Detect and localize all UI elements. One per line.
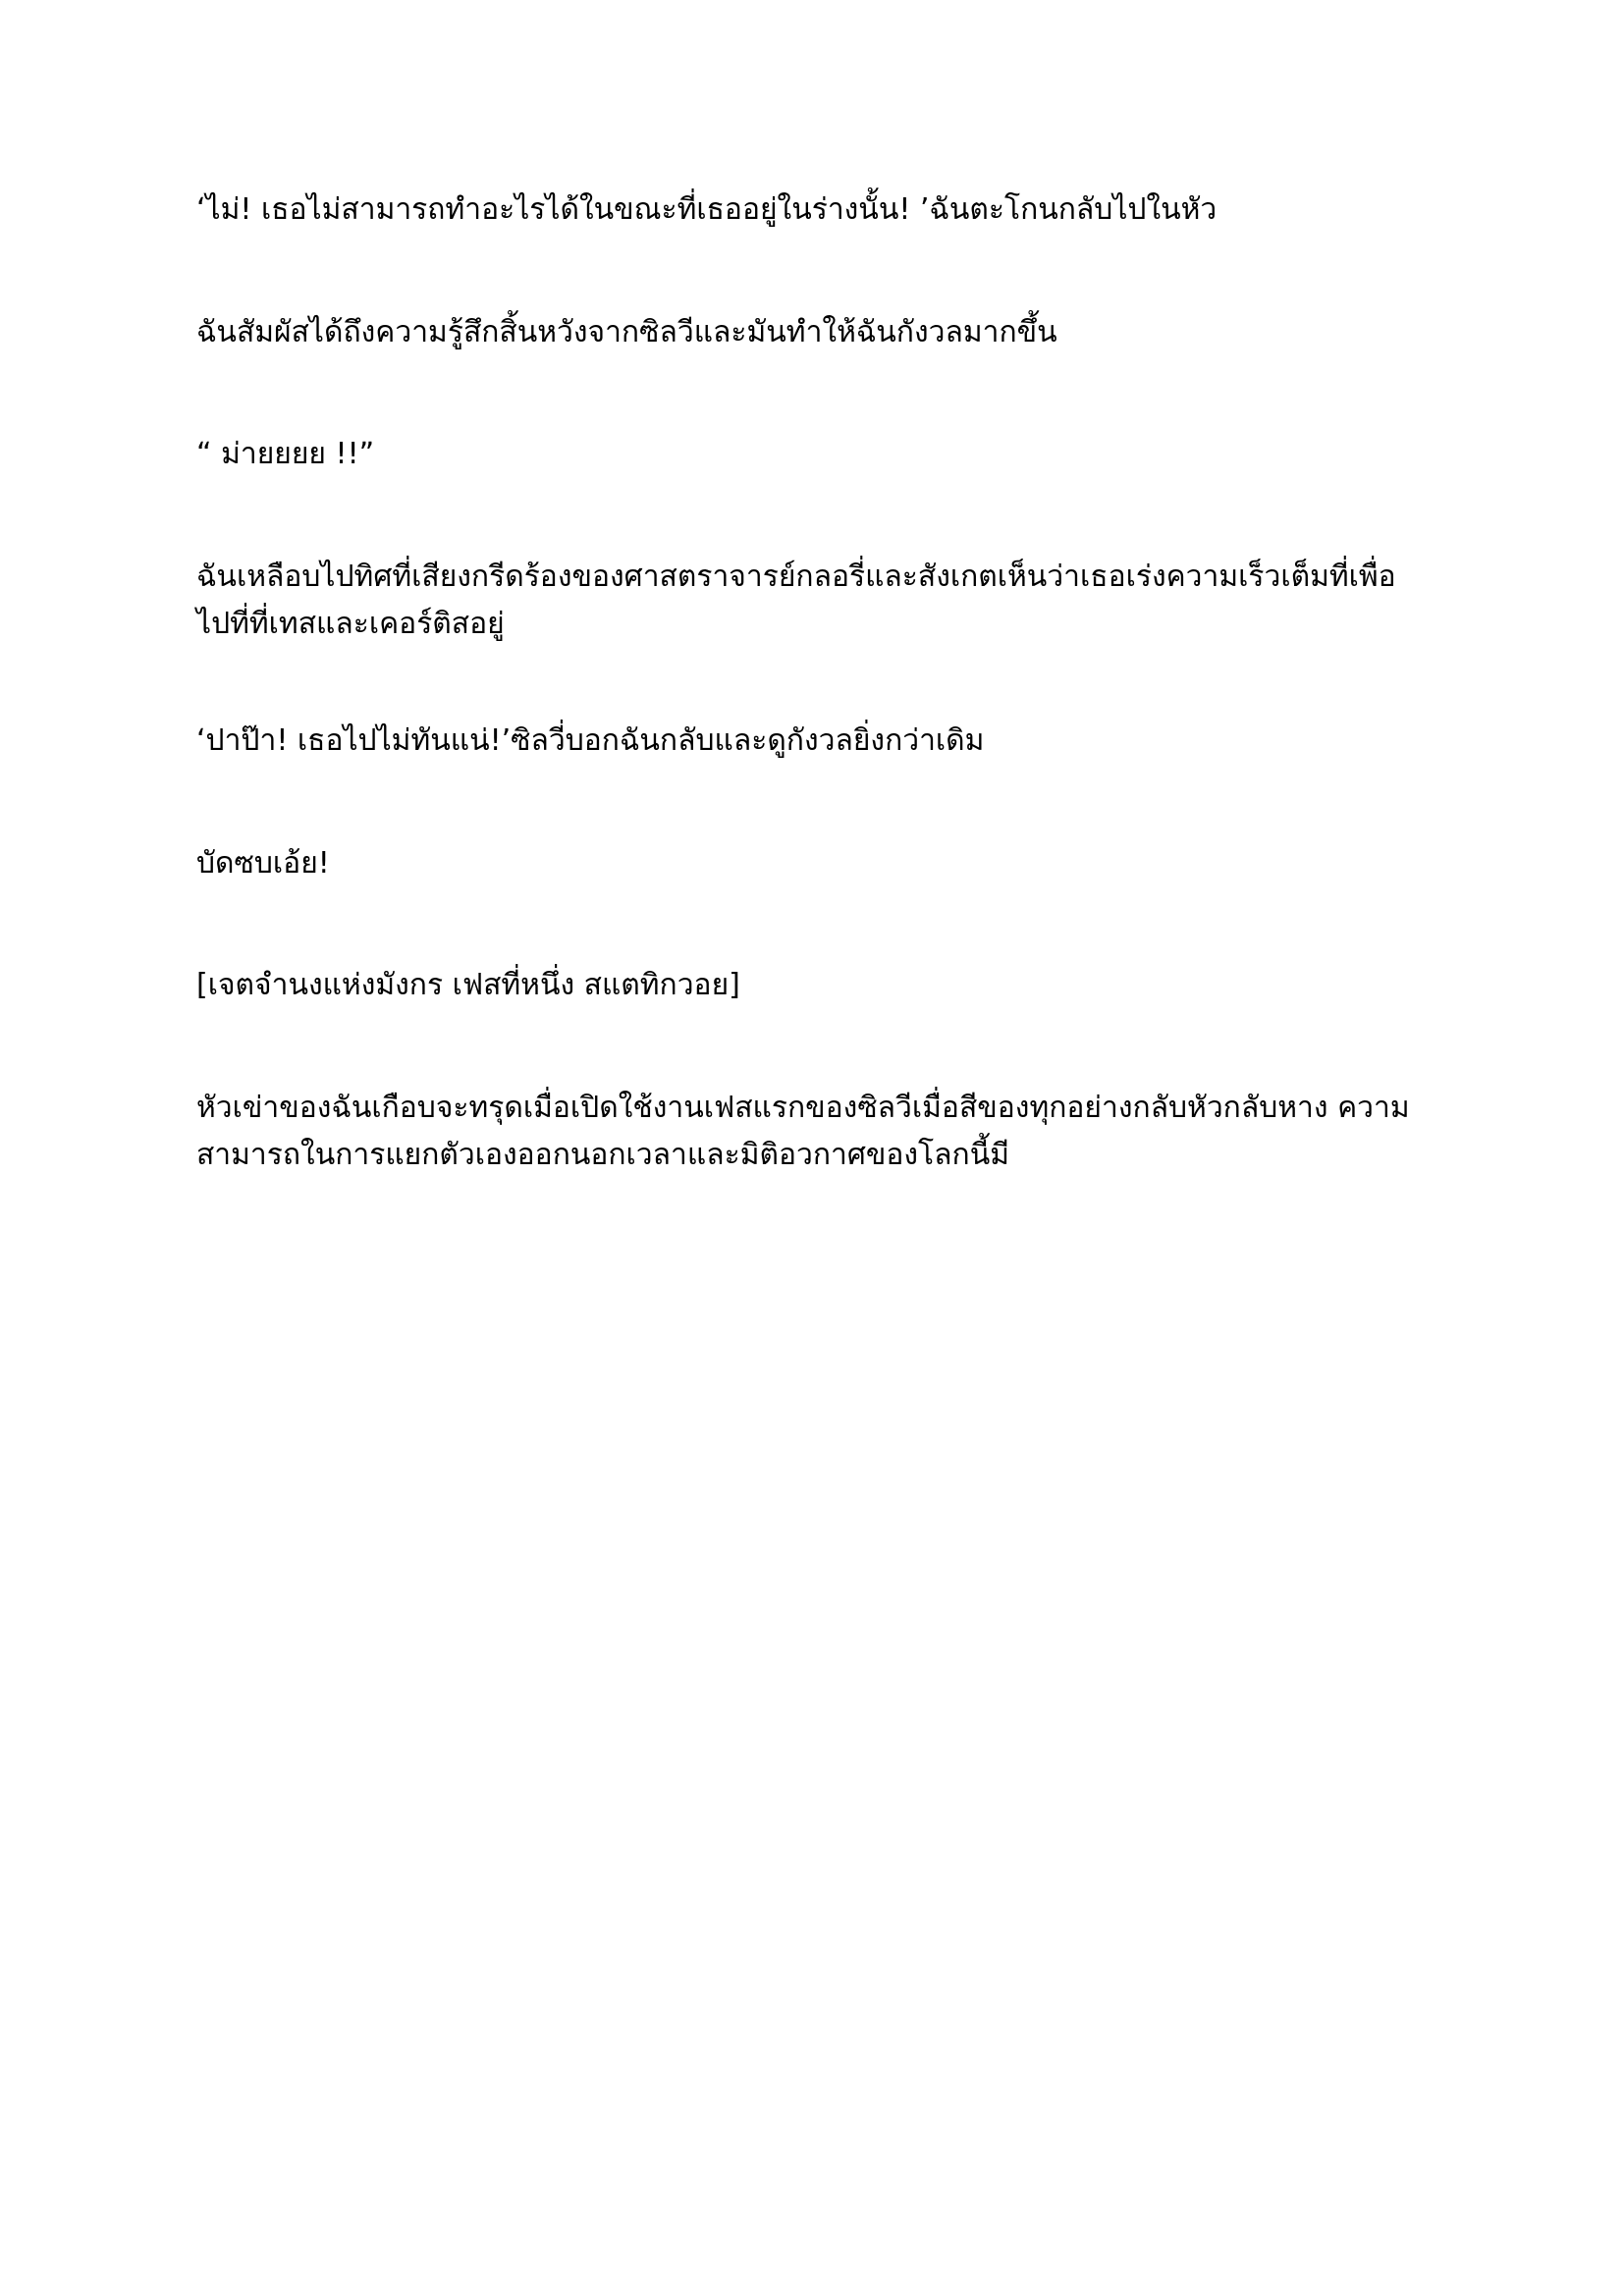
paragraph-7: [เจตจำนงแห่งมังกร เฟสที่หนึ่ง สแตทิกวอย] (196, 968, 740, 1003)
paragraph-6: บัดซบเอ้ย! (196, 845, 330, 881)
paragraph-3: “ ม่ายยยย !!” (196, 437, 375, 472)
document-body (196, 187, 1428, 1180)
paragraph-5: ‘ปาป๊า! เธอไปไม่ทันแน่!’ซิลวี่บอกฉันกลับและดูกังวลยิ่งกว่าเดิม (196, 722, 985, 758)
paragraph-2: ฉันสัมผัสได้ถึงความรู้สึกสิ้นหวังจากซิลวีและมันทำให้ฉันกังวลมากขึ้น (196, 314, 1057, 349)
paragraph-4: ฉันเหลือบไปทิศที่เสียงกรีดร้องของศาสตราจารย์กลอรี่และสังเกตเห็นว่าเธอเร่งความเร็วเต็มที่เพื่อไปที่ที่เทสและเคอร์ติสอยู่ (196, 559, 1396, 642)
paragraph-1: ‘ไม่! เธอไม่สามารถทำอะไรได้ในขณะที่เธออยู่ในร่างนั้น! ’ฉันตะโกนกลับไปในหัว (196, 192, 1218, 227)
paragraph-8: หัวเข่าของฉันเกือบจะทรุดเมื่อเปิดใช้งานเฟสแรกของซิลวีเมื่อสีของทุกอย่างกลับหัวกลับหาง ความสามารถในการแยกตัวเองออกนอกเวลาและมิติอวกาศของโลกนี้มี (196, 1090, 1410, 1173)
